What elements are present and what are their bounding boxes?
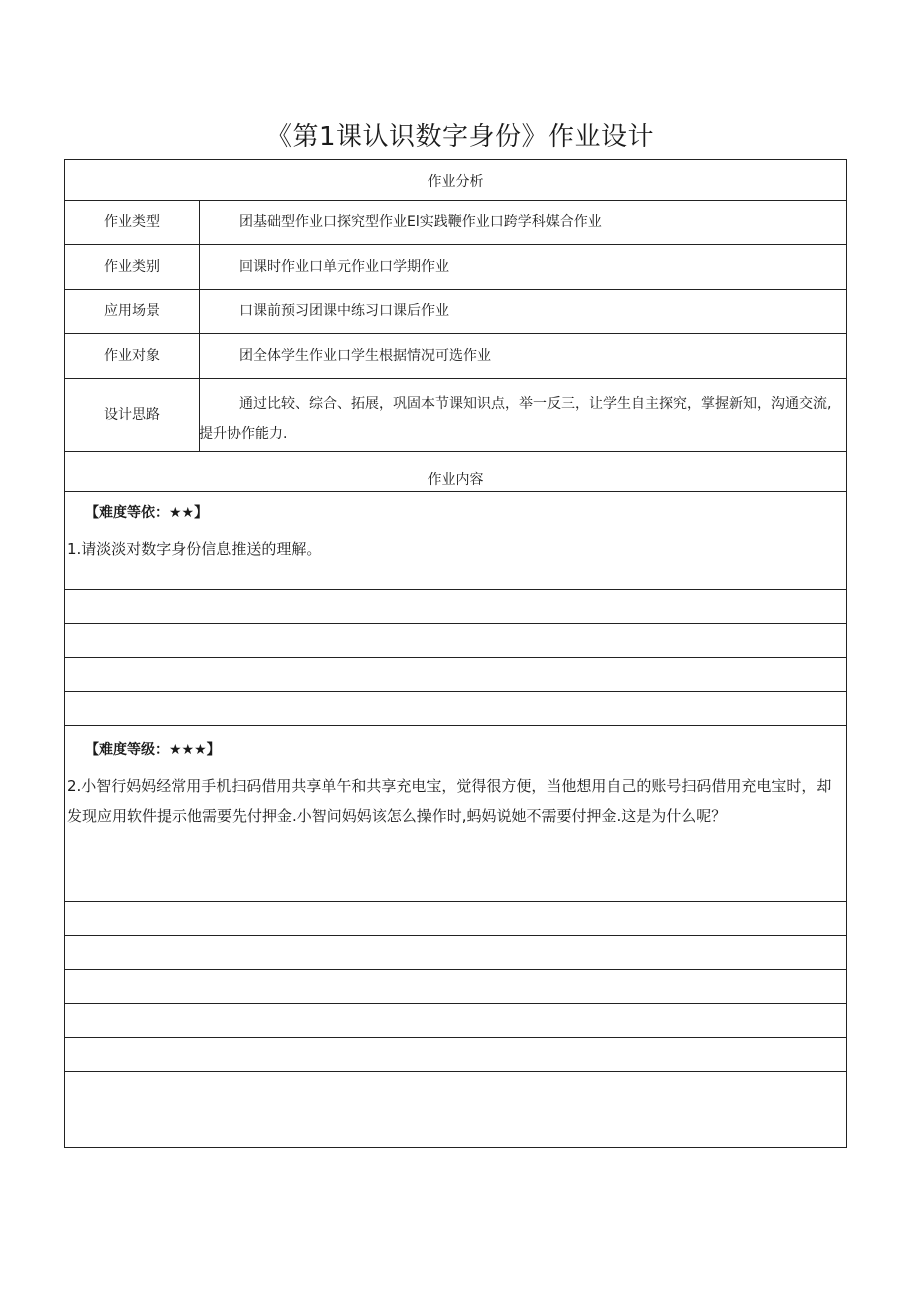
category-label: 作业类别 <box>104 259 160 275</box>
analysis-header: 作业分析 <box>427 174 484 190</box>
answer-line <box>65 901 846 902</box>
q1-difficulty: 【难度等依：★★】 <box>85 505 209 521</box>
type-value: 团基础型作业口探究型作业El实践鞭作业口跨学科媒合作业 <box>239 214 602 230</box>
answer-line <box>65 657 846 658</box>
row-divider <box>65 244 846 245</box>
answer-line <box>65 1003 846 1004</box>
category-value: 回课时作业口单元作业口学期作业 <box>239 259 449 275</box>
answer-line <box>65 1071 846 1072</box>
row-divider <box>65 289 846 290</box>
q2-difficulty: 【难度等级：★★★】 <box>85 742 221 758</box>
design-value: 通过比较、综合、拓展，巩固本节课知识点，举一反三，让学生自主探究，掌握新知，沟通交流,提升协作能力. <box>199 396 832 442</box>
design-label: 设计思路 <box>104 407 160 423</box>
row-divider <box>65 451 846 452</box>
content-header: 作业内容 <box>427 472 484 488</box>
answer-line <box>65 691 846 692</box>
answer-line <box>65 725 846 726</box>
answer-line <box>65 623 846 624</box>
q2-text: 2.小智行妈妈经常用手机扫码借用共享单午和共享充电宝，觉得很方便，当他想用自己的账号扫码借用充电宝时，却发现应用软件提示他需要先付押金.小智问妈妈该怎么操作时,蚂妈说她不需要付押金.这是为什么呢？ <box>67 777 832 825</box>
scene-value: 口课前预习团课中练习口课后作业 <box>239 303 449 319</box>
answer-line <box>65 969 846 970</box>
target-value: 团全体学生作业口学生根据情况可选作业 <box>239 348 491 364</box>
q1-text: 1.请淡淡对数字身份信息推送的理解。 <box>67 540 322 558</box>
answer-line <box>65 1037 846 1038</box>
target-label: 作业对象 <box>104 348 160 364</box>
row-divider <box>65 378 846 379</box>
row-divider <box>65 333 846 334</box>
page-title: 《第1课认识数字身份》作业设计 <box>265 122 655 152</box>
answer-line <box>65 935 846 936</box>
answer-line <box>65 589 846 590</box>
row-divider <box>65 200 846 201</box>
scene-label: 应用场景 <box>104 303 160 319</box>
homework-table <box>64 159 847 1148</box>
row-divider <box>65 491 846 492</box>
type-label: 作业类型 <box>104 214 160 230</box>
